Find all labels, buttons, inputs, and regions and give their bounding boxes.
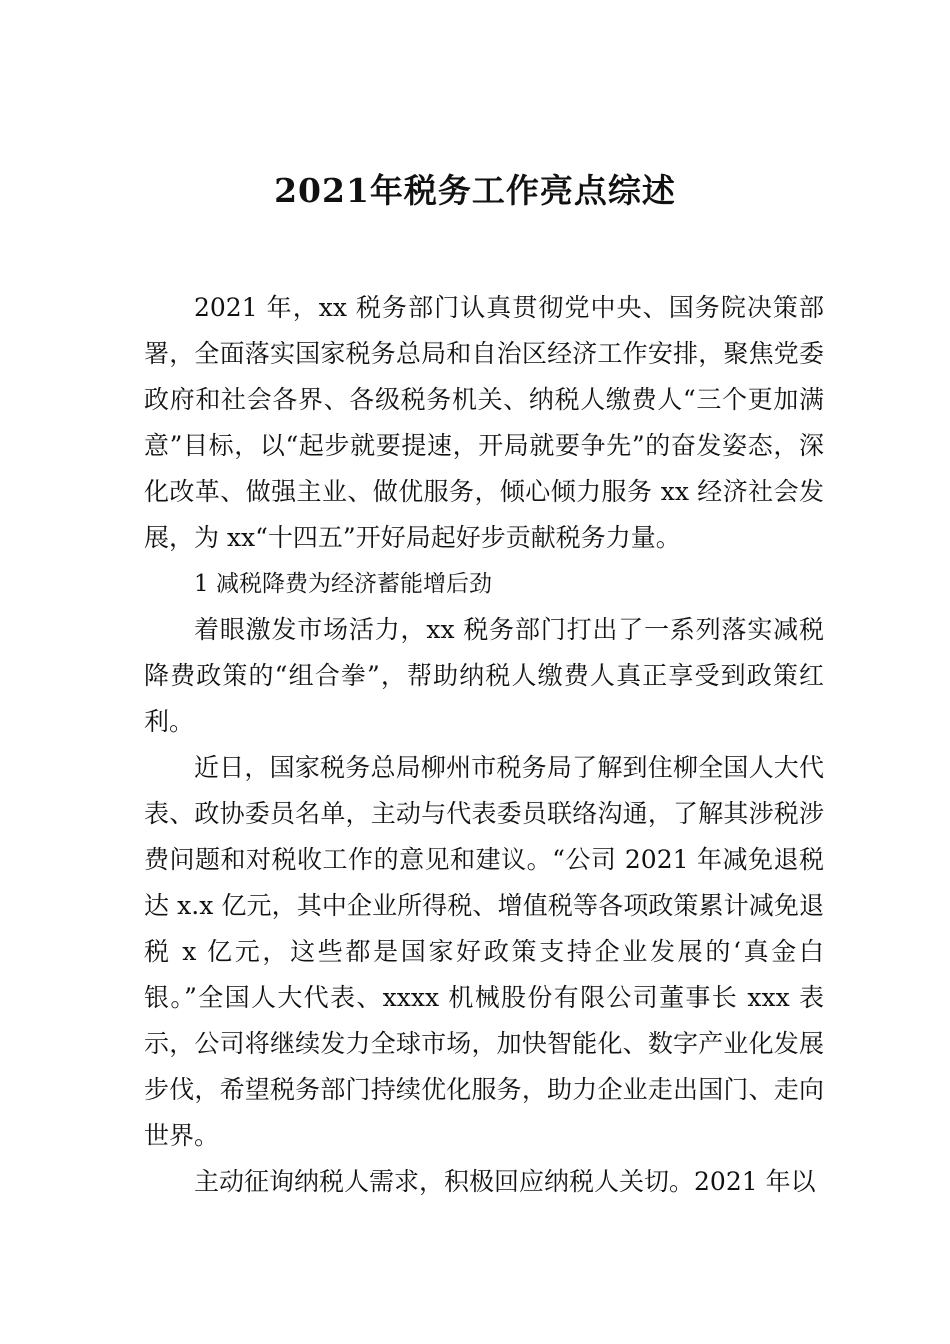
document-title: 2021年税务工作亮点综述 bbox=[274, 171, 676, 210]
section-heading: 1 减税降费为经济蓄能增后劲 bbox=[194, 571, 492, 597]
body-paragraph: 近日，国家税务总局柳州市税务局了解到住柳全国人大代表、政协委员名单，主动与代表委员联络沟通，了解其涉税涉费问题和对税收工作的意见和建议。“公司 2021 年减免退税达 x.x 亿元，其中企业所得税、增值税等各项政策累计减免退税 x 亿元，这些都是国家好政策支持企业发展的‘真金白银。”全国人大代表、xxxx 机械股份有限公司董事长 xxx 表示，公司将继续发力全球市场，加快智能化、数字产业化发展步伐，希望税务部门持续优化服务，助力企业走出国门、走向世界。 bbox=[144, 753, 824, 1150]
body-paragraph: 着眼激发市场活力，xx 税务部门打出了一系列落实减税降费政策的“组合拳”，帮助纳税人缴费人真正享受到政策红利。 bbox=[144, 615, 824, 736]
document-body bbox=[144, 285, 824, 1205]
body-paragraph: 主动征询纳税人需求，积极回应纳税人关切。2021 年以 bbox=[194, 1167, 816, 1196]
intro-paragraph: 2021 年，xx 税务部门认真贯彻党中央、国务院决策部署，全面落实国家税务总局和自治区经济工作安排，聚焦党委政府和社会各界、各级税务机关、纳税人缴费人“三个更加满意”目标，以“起步就要提速，开局就要争先”的奋发姿态，深化改革、做强主业、做优服务，倾心倾力服务 xx 经济社会发展，为 xx“十四五”开好局起好步贡献税务力量。 bbox=[144, 293, 824, 552]
